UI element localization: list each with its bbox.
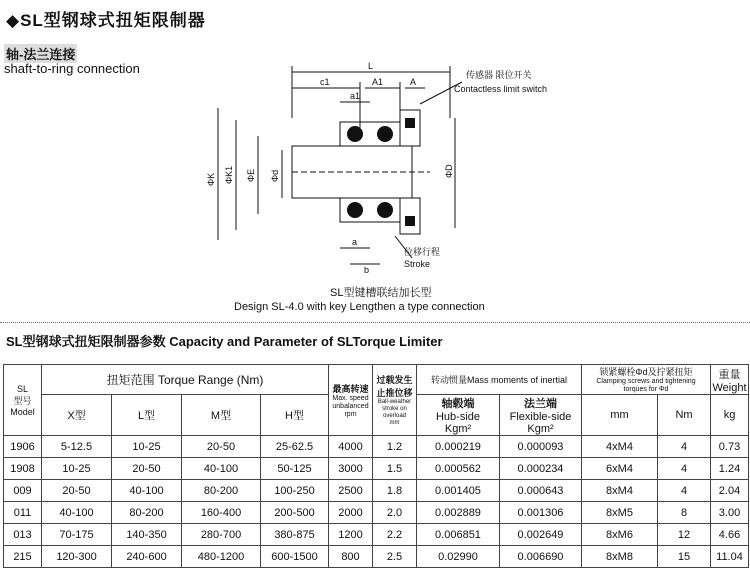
header-l-type: L型 xyxy=(112,395,182,436)
label-phiD: ΦD xyxy=(444,164,454,178)
header-hub-side: 轴毂端 Hub-side Kgm² xyxy=(417,395,500,436)
ball-bottom-left xyxy=(347,202,363,218)
header-h-type: H型 xyxy=(261,395,329,436)
section-subtitle-en: shaft-to-ring connection xyxy=(4,61,140,76)
design-caption-en: Design SL-4.0 with key Lengthen a type connection xyxy=(234,301,485,313)
table-row: 009 20-50 40-100 80-200 100-250 2500 1.8 0.001405 0.000643 8xM4 4 2.04 xyxy=(4,480,749,502)
label-sensor-en: Contactless limit switch xyxy=(454,84,548,94)
label-sensor-cn: 传感器 限位开关 xyxy=(466,70,532,80)
header-clamping: 锁紧螺栓Φd及拧紧扭矩 Clamping screws and tightening torques for Φd xyxy=(582,365,711,395)
label-phiK: ΦK xyxy=(206,172,216,186)
label-phid: Φd xyxy=(270,169,280,182)
header-mm: mm xyxy=(582,395,658,436)
header-row-1 xyxy=(4,365,749,395)
header-inertia: 转动惯量Mass moments of inertial xyxy=(417,365,582,395)
ball-top-right xyxy=(377,126,393,142)
label-A1: A1 xyxy=(372,77,384,87)
header-model: SL 型号 Model xyxy=(4,365,42,436)
label-b: b xyxy=(364,265,370,275)
label-a1: a1 xyxy=(350,91,361,101)
header-weight: 重量 Weight xyxy=(711,365,749,395)
table-title: SL型钢球式扭矩限制器参数 Capacity and Parameter of SLTorque Limiter xyxy=(6,334,443,349)
design-caption-cn: SL型键槽联结加长型 xyxy=(330,287,432,299)
label-a: a xyxy=(352,237,358,247)
label-phiE: ΦE xyxy=(246,168,256,182)
header-nm: Nm xyxy=(658,395,711,436)
header-max-speed: 最高转速 Max. speed unbalanced rpm xyxy=(329,365,373,436)
label-L: L xyxy=(368,61,374,71)
ball-bottom-right xyxy=(377,202,393,218)
label-A: A xyxy=(410,77,417,87)
table-row: 011 40-100 80-200 160-400 200-500 2000 2.0 0.002889 0.001306 8xM5 8 3.00 xyxy=(4,502,749,524)
technical-drawing xyxy=(200,58,580,278)
header-m-type: M型 xyxy=(182,395,261,436)
stroke-block xyxy=(405,216,415,226)
section-divider xyxy=(0,322,750,325)
header-stroke: 过载发生 止推位移 Ball-weather stroke on overload mm xyxy=(373,365,417,436)
table-row: 1906 5-12.5 10-25 20-50 25-62.5 4000 1.2 0.000219 0.000093 4xM4 4 0.73 xyxy=(4,436,749,458)
header-flexible-side: 法兰端 Flexible-side Kgm² xyxy=(500,395,582,436)
bullet-icon: ◆ xyxy=(6,11,21,30)
table-row: 215 120-300 240-600 480-1200 600-1500 800 2.5 0.02990 0.006690 8xM8 15 11.04 xyxy=(4,546,749,568)
label-stroke-cn: 位移行程 xyxy=(404,247,441,257)
ball-top-left xyxy=(347,126,363,142)
parameter-table xyxy=(3,364,749,568)
section-subtitle-cn: 轴-法兰连接 xyxy=(4,44,77,63)
header-x-type: X型 xyxy=(42,395,112,436)
header-kg: kg xyxy=(711,395,749,436)
table-row: 013 70-175 140-350 280-700 380-875 1200 2.2 0.006851 0.002649 8xM6 12 4.66 xyxy=(4,524,749,546)
label-phiK1: ΦK1 xyxy=(224,165,234,184)
header-torque-range: 扭矩范围 Torque Range (Nm) xyxy=(42,365,329,395)
label-c1: c1 xyxy=(320,77,330,87)
sensor-block xyxy=(405,118,415,128)
page-title: ◆SL型钢球式扭矩限制器 xyxy=(6,11,206,30)
label-stroke-en: Stroke xyxy=(404,259,431,269)
table-row: 1908 10-25 20-50 40-100 50-125 3000 1.5 0.000562 0.000234 6xM4 4 1.24 xyxy=(4,458,749,480)
